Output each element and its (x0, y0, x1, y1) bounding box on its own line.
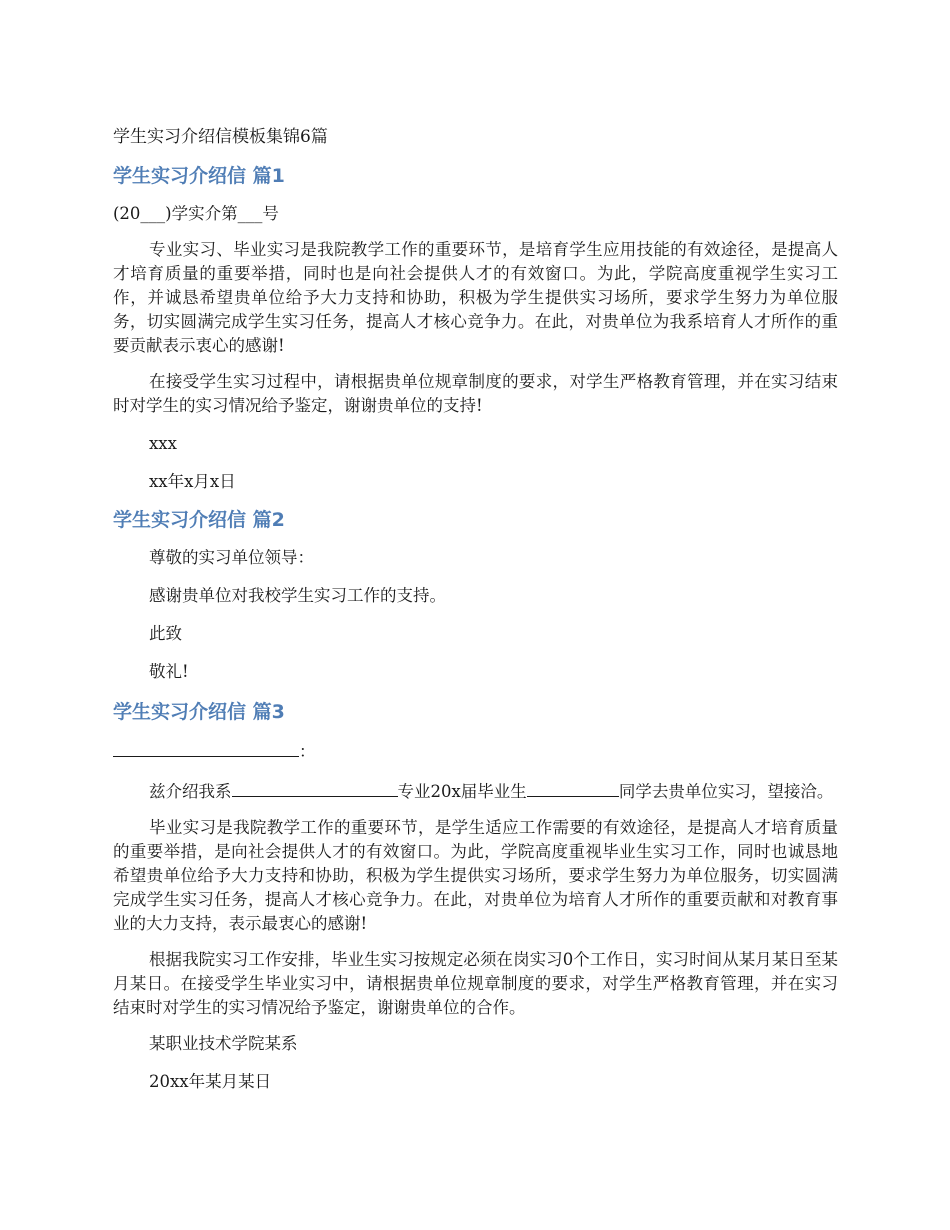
section-heading-3: 学生实习介绍信 篇3 (113, 701, 285, 723)
section2-body: 感谢贵单位对我校学生实习工作的支持。 (149, 586, 446, 605)
section3-signer: 某职业技术学院某系 (149, 1034, 298, 1053)
student-name-blank (527, 778, 619, 797)
addressee-blank (113, 738, 299, 757)
section1-signer: xxx (149, 434, 177, 453)
section-heading-1: 学生实习介绍信 篇1 (113, 165, 285, 187)
intro-part-1: 兹介绍我系 (149, 782, 232, 801)
section1-paragraph-2: 在接受学生实习过程中，请根据贵单位规章制度的要求，对学生严格教育管理，并在实习结束时对学生的实习情况给予鉴定，谢谢贵单位的支持! (113, 372, 838, 415)
section3-intro (113, 778, 838, 804)
section1-paragraph-1: 专业实习、毕业实习是我院教学工作的重要环节，是培育学生应用技能的有效途径，是提高人才培育质量的重要举措，同时也是向社会提供人才的有效窗口。为此，学院高度重视学生实习工作，并诚恳希望贵单位给予大力支持和协助，积极为学生提供实习场所，要求学生努力为单位服务，切实圆满完成学生实习任务，提高人才核心竞争力。在此，对贵单位为我系培育人才所作的重要贡献表示衷心的感谢! (113, 240, 838, 355)
section-heading-2: 学生实习介绍信 篇2 (113, 509, 285, 531)
section2-greeting: 尊敬的实习单位领导： (149, 548, 314, 567)
section3-paragraph-1: 毕业实习是我院教学工作的重要环节，是学生适应工作需要的有效途径，是提高人才培育质量的重要举措，是向社会提供人才的有效窗口。为此，学院高度重视毕业生实习工作，同时也诚恳地希望贵单位给予大力支持和协助，积极为学生提供实习场所，要求学生努力为单位服务，切实圆满完成学生实习任务，提高人才核心竞争力。在此，对贵单位为培育人才所作的重要贡献和对教育事业的大力支持，表示最衷心的感谢! (113, 818, 838, 933)
section2-closing: 此致 (149, 624, 182, 643)
section3-date: 20xx年某月某日 (149, 1072, 272, 1091)
document-title: 学生实习介绍信模板集锦6篇 (113, 127, 328, 147)
section1-date: xx年x月x日 (149, 472, 236, 491)
major-blank (232, 778, 398, 797)
section3-paragraph-2: 根据我院实习工作安排，毕业生实习按规定必须在岗实习0个工作日，实习时间从某月某日至某月某日。在接受学生毕业实习中，请根据贵单位规章制度的要求，对学生严格教育管理，并在实习结束时对学生的实习情况给予鉴定，谢谢贵单位的合作。 (113, 950, 838, 1017)
section3-addressee-line (113, 738, 838, 764)
section2-salute: 敬礼! (149, 662, 189, 681)
intro-part-2: 专业20x届毕业生 (397, 782, 527, 801)
addressee-colon: ： (299, 742, 316, 761)
intro-part-3: 同学去贵单位实习，望接洽。 (618, 782, 834, 801)
document-page (113, 124, 838, 1106)
reference-number-line: (20___)学实介第___号 (113, 204, 279, 223)
